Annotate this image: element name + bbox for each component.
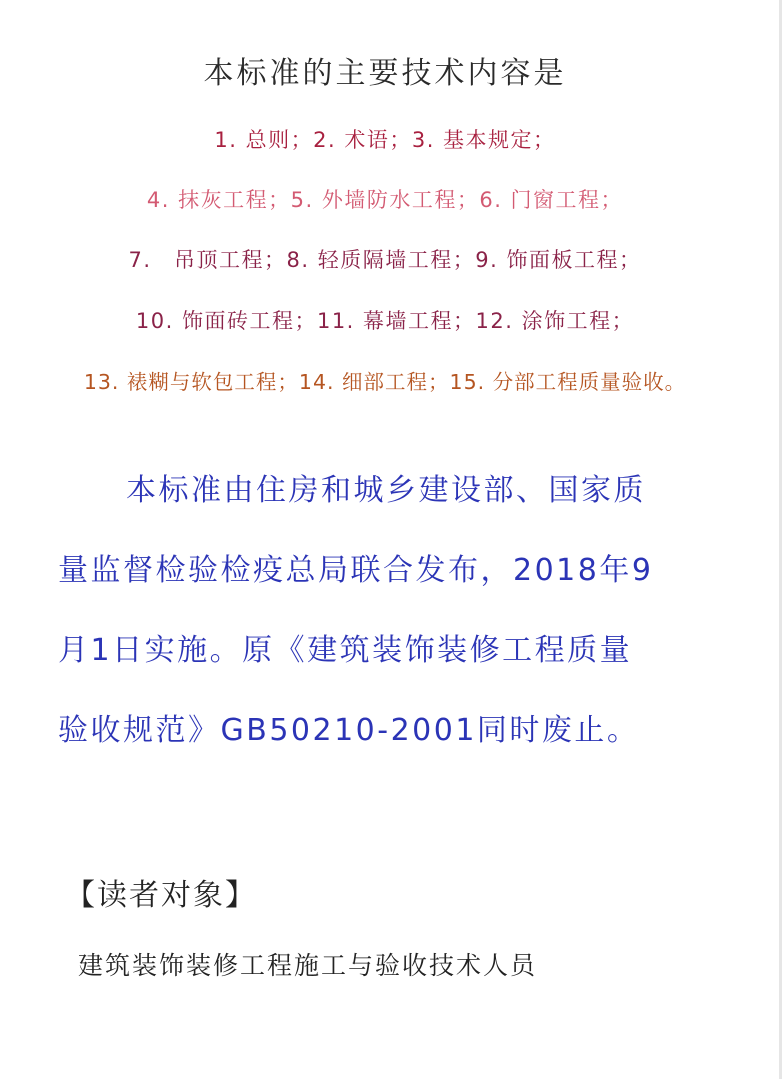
publication-line-3: 月1日实施。原《建筑装饰装修工程质量 — [58, 633, 633, 668]
contents-heading: 本标准的主要技术内容是 — [203, 56, 567, 91]
contents-line-1: 1. 总则；2. 术语；3. 基本规定； — [214, 128, 556, 152]
contents-line-2: 4. 抹灰工程；5. 外墙防水工程；6. 门窗工程； — [146, 188, 624, 212]
publication-line-2: 量监督检验检疫总局联合发布，2018年9 — [58, 553, 654, 588]
contents-line-3: 7. 吊顶工程；8. 轻质隔墙工程；9. 饰面板工程； — [128, 248, 642, 272]
readers-section-body: 建筑装饰装修工程施工与验收技术人员 — [78, 951, 538, 980]
publication-line-4: 验收规范》GB50210-2001同时废止。 — [58, 713, 640, 748]
readers-section-title: 【读者对象】 — [65, 878, 257, 913]
contents-line-5: 13. 裱糊与软包工程；14. 细部工程；15. 分部工程质量验收。 — [83, 370, 687, 394]
contents-line-4: 10. 饰面砖工程；11. 幕墙工程；12. 涂饰工程； — [135, 309, 635, 333]
publication-line-1: 本标准由住房和城乡建设部、国家质 — [126, 473, 646, 508]
